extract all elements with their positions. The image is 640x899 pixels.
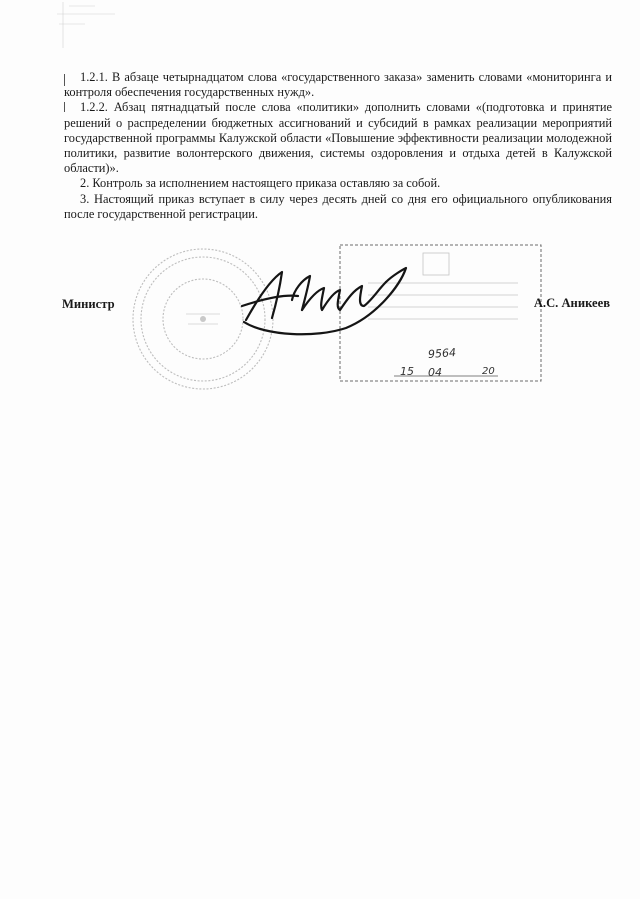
registration-year: 20: [482, 366, 495, 377]
signatory-name: А.С. Аникеев: [533, 296, 610, 310]
paragraph-3: 3. Настоящий приказ вступает в силу через десять дней со дня его официального опубликования после государственной регистрации.: [64, 191, 612, 221]
paragraph-2: 2. Контроль за исполнением настоящего приказа оставляю за собой.: [80, 176, 441, 191]
paragraph-1-2-1: 1.2.1. В абзаце четырнадцатом слова «государственного заказа» заменить словами «мониторинга и контроля обеспечения государственных нужд».: [64, 70, 612, 100]
registration-number: 9564: [427, 346, 457, 361]
registration-month: 04: [428, 366, 442, 379]
position-title: Министр: [62, 297, 115, 311]
paragraph-1-2-2: 1.2.2. Абзац пятнадцатый после слова «политики» дополнить словами «(подготовка и принятие решений о распределении бюджетных ассигнований и субсидий в рамках реализации мероприятий государственной программы Калужской области «Повышение эффективности реализации молодежной политики, развитие волонтерского движения, системы оздоровления и отдыха детей в Калужской области)».: [64, 100, 612, 176]
handwritten-signature: [236, 262, 416, 342]
registration-day: 15: [400, 365, 414, 378]
